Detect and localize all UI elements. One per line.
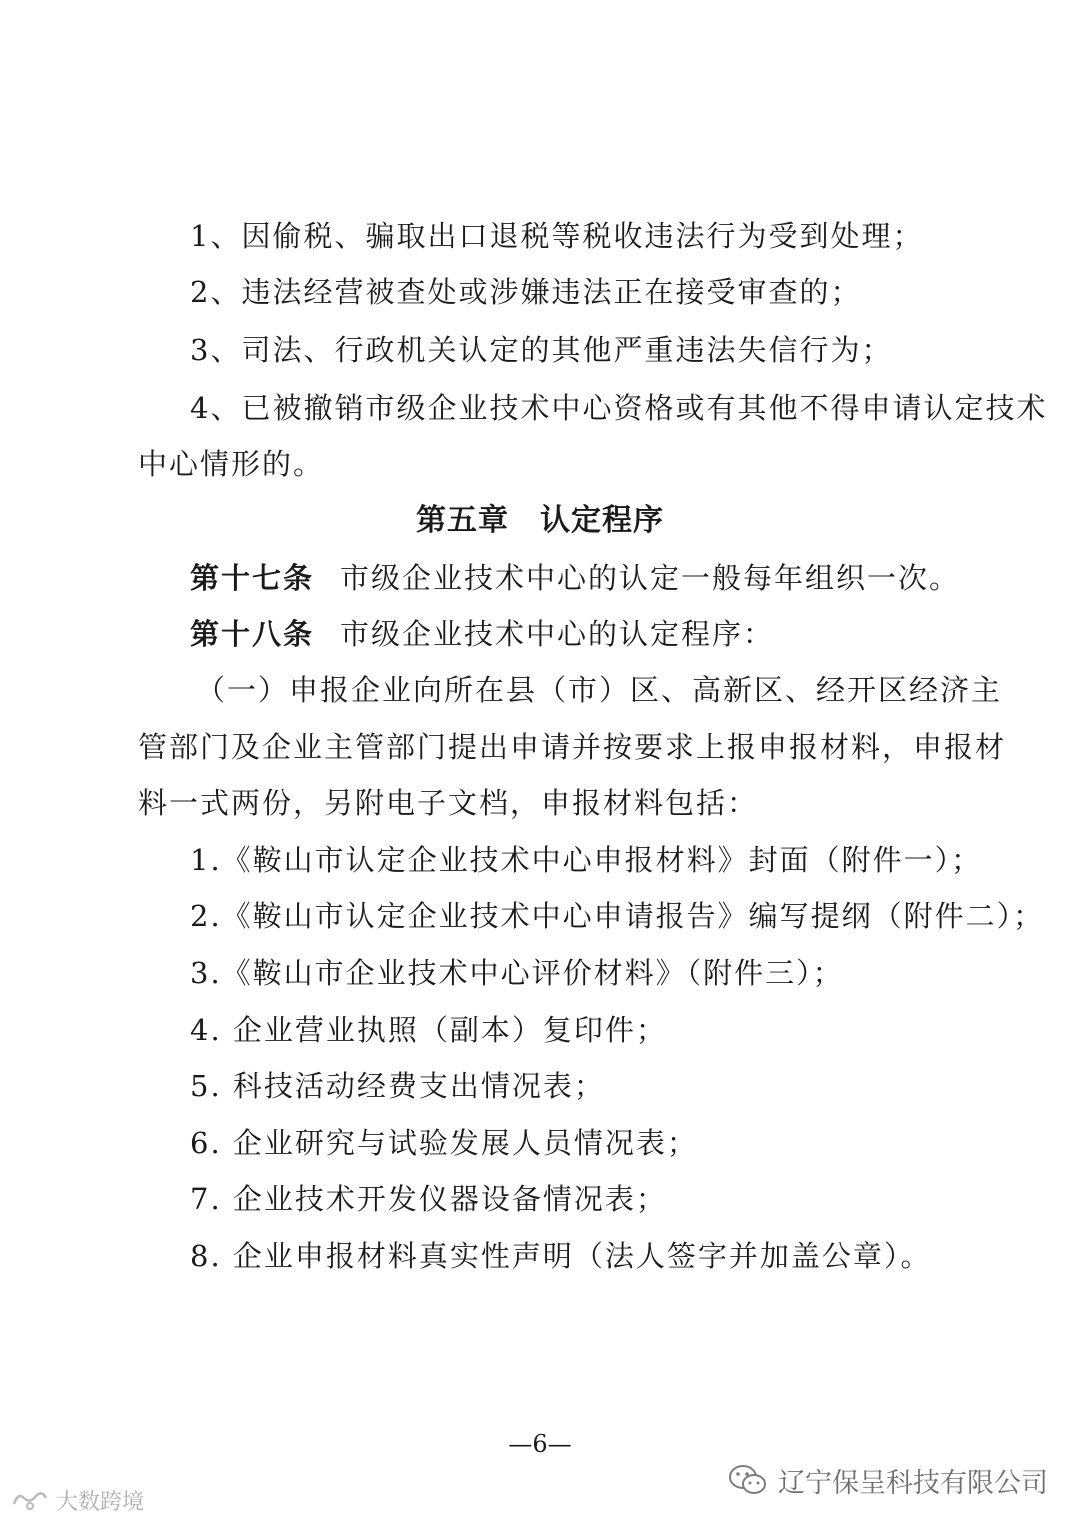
material-item: 5. 科技活动经费支出情况表； [190,1069,605,1103]
list-item: 1、因偷税、骗取出口退税等税收违法行为受到处理； [190,219,924,253]
account-name: 辽宁保呈科技有限公司 [778,1467,1048,1499]
article-17-label: 第十七条 [190,561,315,595]
material-item: 8. 企业申报材料真实性声明（法人签字并加盖公章）。 [190,1239,932,1273]
corner-brand-text: 大数跨境 [56,1489,145,1515]
account-watermark [728,1458,1048,1502]
list-item: 3、司法、行政机关认定的其他严重违法失信行为； [190,333,893,367]
article-18-text: 市级企业技术中心的认定程序： [340,617,775,651]
article-18-label: 第十八条 [190,617,315,651]
article-18 [190,614,774,654]
paragraph-line: 管部门及企业主管部门提出申请并按要求上报申报材料，申报材 [138,730,1007,764]
list-item: 4、已被撤销市级企业技术中心资格或有其他不得申请认定技术 [190,391,1048,425]
brand-logo-icon [10,1488,50,1512]
paragraph-line: （一）申报企业向所在县（市）区、高新区、经开区经济主 [196,673,1003,707]
material-item: 6. 企业研究与试验发展人员情况表； [190,1126,698,1160]
article-17-text: 市级企业技术中心的认定一般每年组织一次。 [340,561,961,595]
wechat-icon [728,1463,768,1497]
material-item: 7. 企业技术开发仪器设备情况表； [190,1182,667,1216]
page-number: —6— [508,1430,572,1458]
list-item: 2、违法经营被查处或涉嫌违法正在接受审查的； [190,275,862,309]
chapter-heading: 第五章 认定程序 [416,503,664,538]
paragraph-line: 料一式两份，另附电子文档，申报材料包括： [138,786,759,820]
list-item-continuation: 中心情形的。 [138,447,325,481]
material-item: 4. 企业营业执照（副本）复印件； [190,1013,667,1047]
material-item: 3.《鞍山市企业技术中心评价材料》（附件三）； [190,956,844,990]
article-17 [190,558,960,598]
material-item: 2.《鞍山市认定企业技术中心申请报告》编写提纲（附件二）； [190,899,1045,933]
material-item: 1.《鞍山市认定企业技术中心申报材料》封面（附件一）； [190,843,983,877]
corner-brand [10,1482,144,1518]
